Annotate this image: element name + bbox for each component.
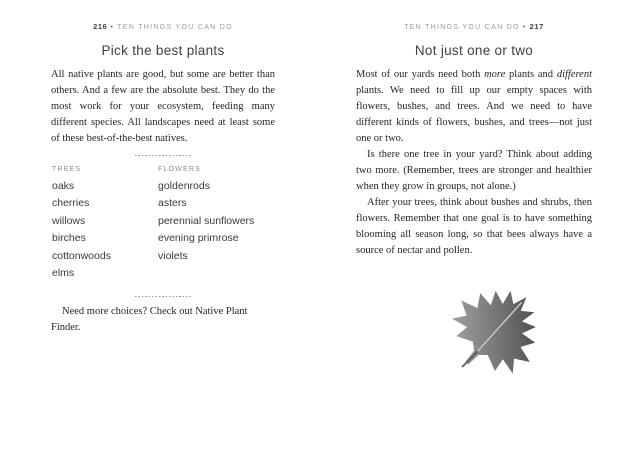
left-running-head	[51, 22, 275, 31]
left-page-title: Pick the best plants	[101, 43, 225, 58]
trees-column-header: TREES	[52, 166, 82, 173]
right-paragraph-1	[356, 67, 592, 147]
table-cell-tree: cottonwoods	[52, 249, 111, 262]
right-body-text	[356, 67, 592, 259]
table-cell-flower: goldenrods	[158, 180, 210, 192]
plant-table	[51, 166, 275, 288]
bullet-separator: •	[522, 24, 527, 31]
left-page	[51, 22, 275, 336]
maple-leaf-image	[438, 282, 552, 386]
table-cell-tree: willows	[52, 214, 86, 227]
para1-italic-different: different	[556, 69, 592, 80]
right-page-title: Not just one or two	[414, 43, 534, 58]
right-paragraph-3: After your trees, think about bushes and shrubs, then flowers. Remember that one goal is to have something blooming all season long, so that bees always have a source of nectar and pollen.	[356, 197, 592, 256]
right-running-head	[356, 22, 592, 31]
left-intro-paragraph: All native plants are good, but some are better than others. And a few are the absolute best. They do the most work for your ecosystem, feeding many different species. All landscapes need at least some of these best-of-the-best natives.	[51, 69, 275, 144]
right-paragraph-2: Is there one tree in your yard? Think about adding two more. (Remember, trees are stronger and healthier when they grow in groups, not alone.)	[356, 149, 592, 192]
table-cell-flower: evening primrose	[158, 232, 239, 245]
para1-text: plants and	[505, 69, 557, 80]
left-running-head-text: TEN THINGS YOU CAN DO	[117, 24, 233, 31]
flowers-column	[158, 166, 254, 265]
bullet-separator: •	[110, 24, 115, 31]
right-running-head-text: TEN THINGS YOU CAN DO	[404, 24, 520, 31]
right-page-number: 217	[529, 22, 544, 31]
left-body-text	[51, 67, 275, 147]
table-cell-tree: birches	[52, 232, 86, 245]
left-page-number: 216	[93, 22, 108, 31]
table-cell-tree: oaks	[52, 180, 75, 192]
maple-leaf-icon	[438, 282, 552, 386]
table-cell-flower: perennial sunflowers	[158, 214, 255, 227]
native-plant-finder-note: Need more choices? Check out Native Plant Finder.	[51, 306, 248, 333]
table-cell-tree: cherries	[52, 197, 90, 210]
para1-italic-more: more	[484, 69, 506, 80]
dotted-divider-bottom	[135, 296, 191, 297]
table-cell-flower: asters	[158, 197, 187, 210]
table-cell-tree: elms	[52, 267, 75, 280]
table-cell-flower: violets	[158, 249, 188, 262]
dotted-divider-top	[135, 155, 191, 156]
para1-text: Most of our yards need both	[356, 69, 485, 80]
flowers-column-header: FLOWERS	[158, 166, 202, 173]
trees-column	[52, 166, 111, 282]
right-page	[356, 22, 592, 259]
para1-text: plants. We need to fill up our empty spaces with flowers, bushes, and trees. And we need to have different kinds of flowers, bushes, and trees—not just one or two.	[356, 85, 592, 144]
